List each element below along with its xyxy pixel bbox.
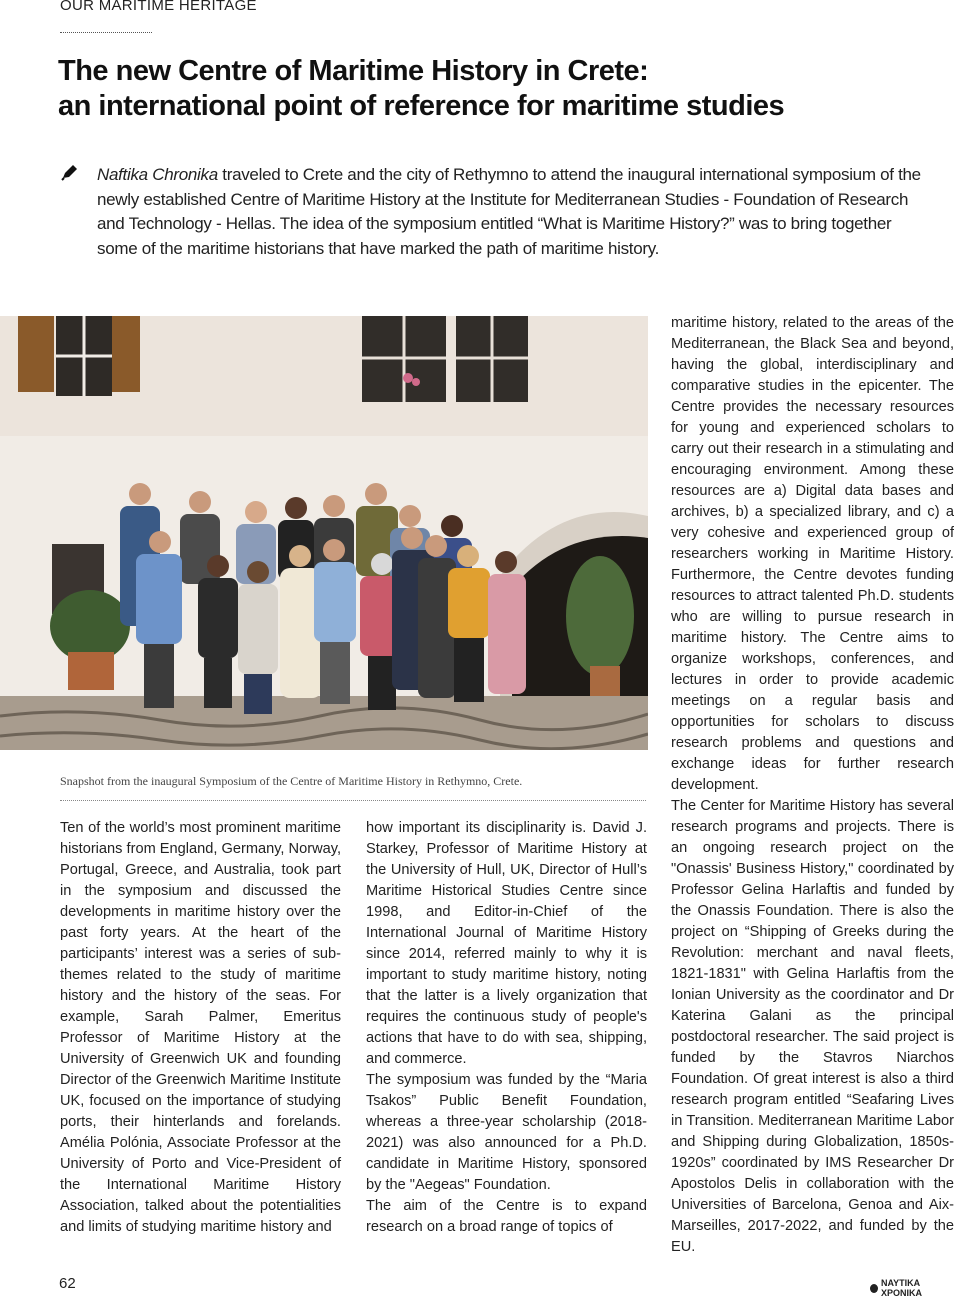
paragraph: The Center for Maritime History has several research programs and projects. There is an ongoing research project on the "Onassis' Business History," coordinated by Professor Gelina Harlaftis and funded by the Onassis Foundation. There is also the project on “Shipping of Greeks during the Revolution: merchant and naval fleets, 1821-1831" with Gelina Harlaftis from the Ionian University as the coordinator and Dr Katerina Galani as the principal postdoctoral researcher. The said project is funded by the Stavros Niarchos Foundation. Of great interest is also a third research program entitled “Seafaring Lives in Transition. Mediterranean Maritime Labor and Shipping during Globalization, 1850s-1920s” coordinated by IMS Researcher Dr Apostolos Delis in collaboration with the Universities of Barcelona, Genoa and Aix-Marseilles, 2017-2022, and funded by the EU. <box>671 798 954 1255</box>
intro-text: traveled to Crete and the city of Rethymno to attend the inaugural international symposium of the newly established Centre of Maritime History at the Institute for Mediterranean Studies - Foundation of Research and Technology - Hellas. The idea of the symposium entitled “What is Maritime History?” was to bring together some of the maritime historians that have marked the path of maritime history. <box>97 165 921 258</box>
caption-divider <box>60 800 646 801</box>
paragraph: The aim of the Centre is to expand research on a broad range of topics of <box>366 1198 647 1235</box>
publication-brand <box>870 1278 954 1298</box>
pencil-icon <box>60 162 80 182</box>
article-title <box>58 54 918 124</box>
paragraph: how important its disciplinarity is. David J. Starkey, Professor of Maritime History at the University of Hull, UK, Director of Hull’s Maritime Historical Studies Centre since 1998, and Editor-in-Chief of the International Journal of Maritime History since 2014, referred mainly to why it is important to study maritime history, noting that the latter is a lively organization that requires the continuous study of people's actions that have to do with sea, shipping, and commerce. <box>366 820 647 1067</box>
paragraph: Ten of the world’s most prominent maritime historians from England, Germany, Norway, Portugal, Greece, and Australia, took part in the symposium and discussed the developments in maritime history over the past forty years. At the heart of the participants’ interest was a series of sub-themes related to the study of maritime history and the history of the seas. For example, Sarah Palmer, Emeritus Professor of Maritime History at the University of Greenwich UK and founding Director of the Greenwich Maritime Institute UK, focused on the importance of studying ports, their hinterlands and forelands. Amélia Polónia, Associate Professor at the University of Porto and Vice-President of the International Maritime History Association, talked about the potentialities and limits of studying maritime history and <box>60 820 341 1235</box>
section-label: OUR MARITIME HERITAGE <box>60 0 257 14</box>
brand-name: ΝΑΥΤΙΚΑ ΧΡΟΝΙΚΑ <box>880 1278 922 1298</box>
publication-name: Naftika Chronika <box>97 165 218 184</box>
paragraph: The symposium was funded by the “Maria Tsakos” Public Benefit Foundation, whereas a three-year scholarship (2018-2021) was also announced for a Ph.D. candidate in Maritime History, sponsored by the "Aegeas" Foundation. <box>366 1072 647 1193</box>
intro-paragraph <box>97 163 927 261</box>
paragraph: maritime history, related to the areas of the Mediterranean, the Black Sea and beyond, having the global, interdisciplinary and comparative studies in the epicenter. The Centre provides the necessary resources for young and experienced scholars to carry out their research in a stimulating and encouraging environment. Among these resources are a) Digital data bases and archives, b) a specialized library, and c) a very cohesive and experienced group of researchers working in Maritime History. Furthermore, the Centre devotes funding resources to attract talented Ph.D. students who are willing to pursue research in maritime history. The Centre aims to organize workshops, conferences, and lectures in order to provide academic meetings on a regular basis and opportunities for scholars to discuss research problems and questions and exchange ideas for further research development. <box>671 315 954 793</box>
article-column-2 <box>366 818 647 1238</box>
title-line-1: The new Centre of Maritime History in Crete: <box>58 55 649 87</box>
photo-caption: Snapshot from the inaugural Symposium of the Centre of Maritime History in Rethymno, Crete. <box>60 774 523 788</box>
group-photo <box>0 316 648 750</box>
section-divider <box>60 32 152 33</box>
page-number: 62 <box>59 1275 76 1292</box>
article-column-1 <box>60 818 341 1238</box>
title-line-2: an international point of reference for maritime studies <box>58 90 785 122</box>
brand-logo-icon <box>870 1284 878 1293</box>
article-column-3 <box>671 313 954 1258</box>
